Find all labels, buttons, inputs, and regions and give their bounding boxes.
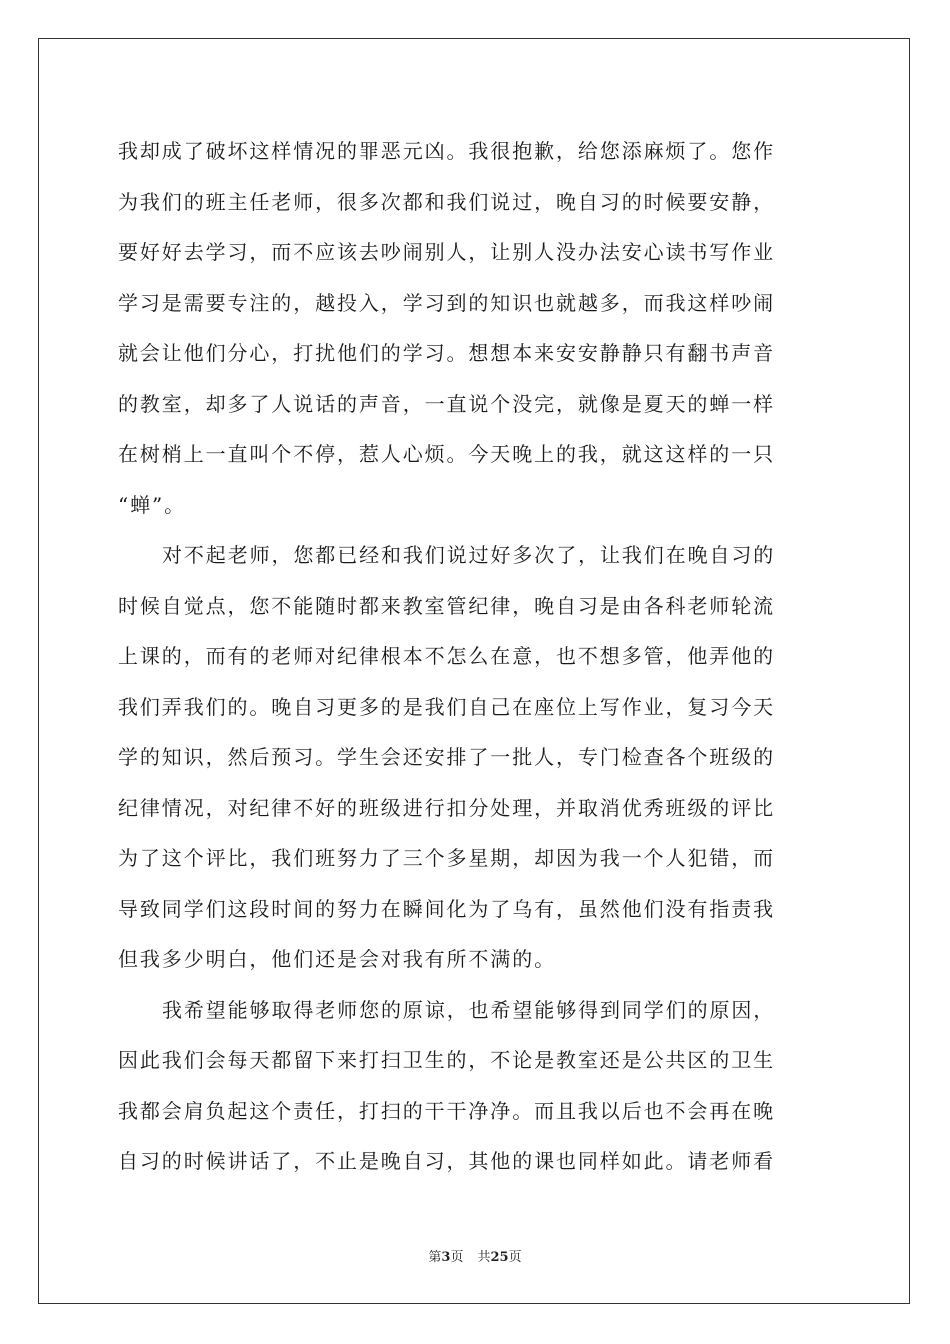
text-line: 我都会肩负起这个责任，打扫的干干净净。而且我以后也不会再在晚 — [118, 1098, 775, 1123]
total-suffix: 页 — [508, 1250, 522, 1265]
total-prefix: 共 — [477, 1250, 491, 1265]
page-total: 25 — [490, 1250, 509, 1265]
text-line: “蝉”。 — [118, 492, 187, 517]
text-line: 自习的时候讲话了，不止是晚自习，其他的课也同样如此。请老师看 — [118, 1149, 775, 1173]
page-suffix: 页 — [450, 1250, 464, 1265]
page-current: 3 — [441, 1250, 451, 1265]
text-line: 上课的，而有的老师对纪律根本不怎么在意，也不想多管，他弄他的 — [118, 644, 775, 668]
document-body — [118, 126, 838, 1187]
text-line: 为了这个评比，我们班努力了三个多星期，却因为我一个人犯错，而 — [118, 846, 775, 870]
text-line: 为我们的班主任老师，很多次都和我们说过，晚自习的时候要安静， — [118, 189, 775, 214]
paragraph-start-line: 对不起老师，您都已经和我们说过好多次了，让我们在晚自习的 — [162, 543, 776, 567]
text-line: 在树梢上一直叫个不停，惹人心烦。今天晚上的我，就这这样的一只 — [118, 442, 775, 466]
page-prefix: 第 — [428, 1250, 442, 1265]
paragraph-start-line: 我希望能够取得老师您的原谅，也希望能够得到同学们的原因， — [162, 997, 776, 1022]
text-line: 学的知识，然后预习。学生会还安排了一批人，专门检查各个班级的 — [118, 745, 775, 769]
text-line: 因此我们会每天都留下来打扫卫生的，不论是教室还是公共区的卫生 — [118, 1048, 775, 1072]
text-line: 导致同学们这段时间的努力在瞬间化为了乌有，虽然他们没有指责我 — [118, 896, 775, 921]
text-line: 学习是需要专注的，越投入，学习到的知识也就越多，而我这样吵闹 — [118, 290, 775, 315]
text-line: 但我多少明白，他们还是会对我有所不满的。 — [118, 947, 556, 971]
text-line: 纪律情况，对纪律不好的班级进行扣分处理，并取消优秀班级的评比 — [118, 795, 775, 820]
text-line: 时候自觉点，您不能随时都来教室管纪律，晚自习是由各科老师轮流 — [118, 593, 775, 618]
text-line: 的教室，却多了人说话的声音，一直说个没完，就像是夏天的蝉一样 — [118, 391, 775, 416]
text-line: 就会让他们分心，打扰他们的学习。想想本来安安静静只有翻书声音 — [118, 341, 775, 365]
text-line: 要好好去学习，而不应该去吵闹别人，让别人没办法安心读书写作业 — [118, 240, 775, 264]
text-line: 我们弄我们的。晚自习更多的是我们自己在座位上写作业，复习今天 — [118, 694, 775, 719]
text-line: 我却成了破坏这样情况的罪恶元凶。我很抱歉，给您添麻烦了。您作 — [118, 139, 775, 163]
page-footer — [0, 1246, 950, 1265]
